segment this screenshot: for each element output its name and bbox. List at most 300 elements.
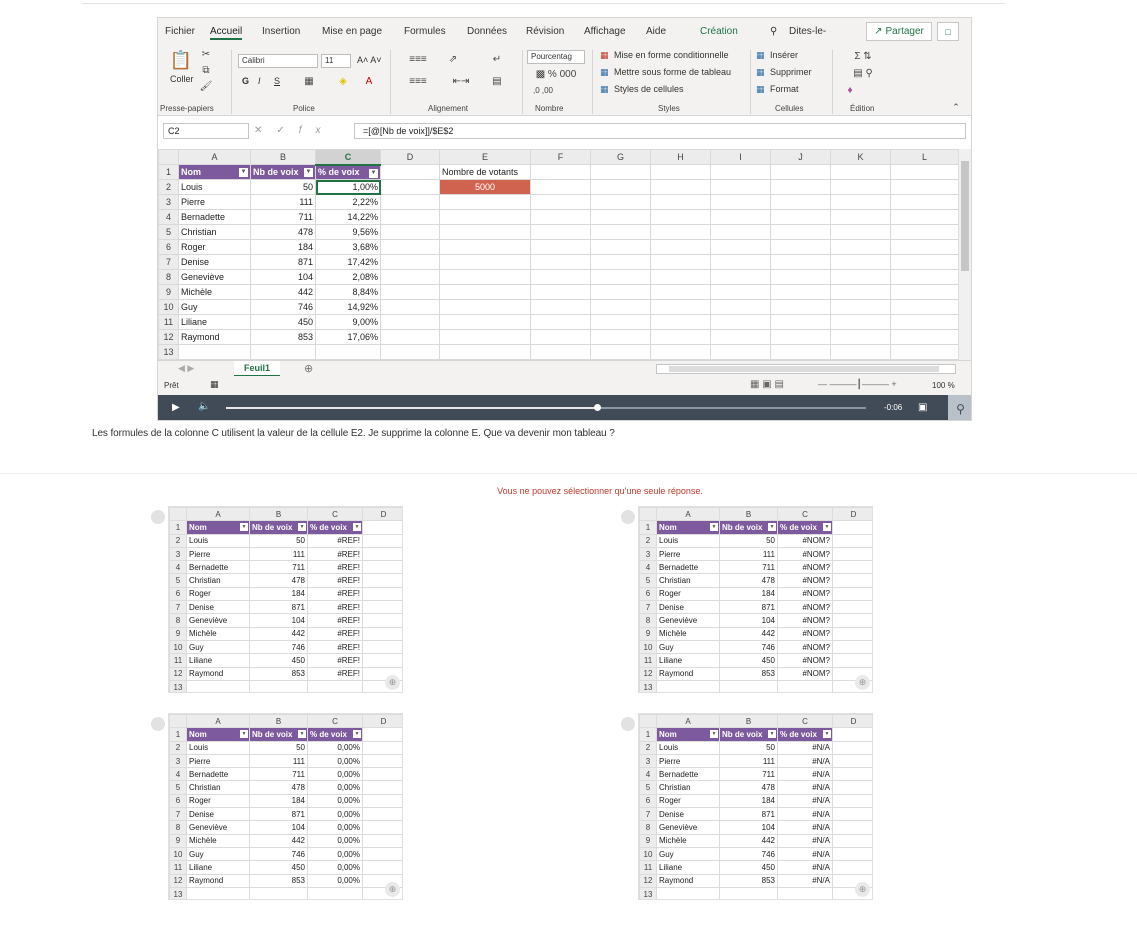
cell[interactable]: 1,00% xyxy=(316,180,381,195)
cell xyxy=(363,821,404,834)
cell[interactable] xyxy=(711,255,771,270)
row-header[interactable]: 11 xyxy=(159,315,179,330)
cell[interactable] xyxy=(440,315,531,330)
cell[interactable] xyxy=(651,300,711,315)
cell[interactable]: 871 xyxy=(251,255,316,270)
cell[interactable] xyxy=(711,240,771,255)
indent-icon[interactable]: ⇤⇥ xyxy=(452,75,470,87)
video-progress-knob[interactable] xyxy=(594,404,601,411)
filter-dropdown-icon: ▼ xyxy=(824,731,830,738)
cell[interactable]: 17,42% xyxy=(316,255,381,270)
group-label-presse-papiers: Presse-papiers xyxy=(160,104,214,113)
orientation-icon[interactable]: ⇗ xyxy=(448,53,458,65)
table-header-cell[interactable] xyxy=(316,165,381,180)
add-sheet-icon[interactable]: ⊕ xyxy=(304,363,314,375)
cell[interactable] xyxy=(531,255,591,270)
cell: 478 xyxy=(720,574,778,587)
filter-dropdown-icon: ▼ xyxy=(299,524,305,531)
cell[interactable] xyxy=(711,165,771,180)
mini-grid xyxy=(169,714,403,900)
row-header[interactable]: 5 xyxy=(159,225,179,240)
cell[interactable] xyxy=(771,240,831,255)
share-button[interactable] xyxy=(866,22,932,41)
cell[interactable] xyxy=(831,345,891,360)
cell[interactable] xyxy=(771,345,831,360)
filter-dropdown-icon[interactable]: ▼ xyxy=(370,169,377,176)
wrap-text-icon[interactable]: ↵ xyxy=(492,53,502,65)
horizontal-scrollbar[interactable] xyxy=(656,364,956,374)
pip-icon[interactable]: ▣ xyxy=(918,402,928,413)
cell[interactable] xyxy=(831,285,891,300)
cell[interactable] xyxy=(771,315,831,330)
cell[interactable] xyxy=(771,165,831,180)
row-header[interactable]: 1 xyxy=(159,165,179,180)
insert-cells-button[interactable]: Insérer xyxy=(770,50,799,60)
cell[interactable] xyxy=(891,210,959,225)
cell[interactable] xyxy=(711,315,771,330)
filter-dropdown-icon[interactable]: ▼ xyxy=(240,169,247,175)
table-format-button[interactable]: Mettre sous forme de tableau xyxy=(614,67,732,77)
row-header[interactable]: 2 xyxy=(159,180,179,195)
cell[interactable] xyxy=(381,330,440,345)
cell[interactable] xyxy=(531,300,591,315)
cell[interactable] xyxy=(711,210,771,225)
bold-button[interactable]: G xyxy=(242,76,250,86)
cell[interactable] xyxy=(891,195,959,210)
row-header: 2 xyxy=(640,741,657,754)
cell[interactable] xyxy=(651,345,711,360)
cell[interactable] xyxy=(591,195,651,210)
row-header[interactable]: 10 xyxy=(159,300,179,315)
cell[interactable] xyxy=(531,225,591,240)
cell[interactable] xyxy=(711,330,771,345)
answer-radio[interactable] xyxy=(151,717,165,731)
table-header-cell[interactable] xyxy=(251,165,316,180)
cell[interactable]: 2,22% xyxy=(316,195,381,210)
cell[interactable] xyxy=(591,225,651,240)
cell: 711 xyxy=(720,768,778,781)
cell[interactable] xyxy=(771,210,831,225)
cell[interactable] xyxy=(591,210,651,225)
cell[interactable] xyxy=(440,330,531,345)
cell[interactable] xyxy=(831,225,891,240)
cell-e1[interactable]: Nombre de votants xyxy=(440,165,531,180)
cell[interactable]: 2,08% xyxy=(316,270,381,285)
cell[interactable]: Liliane xyxy=(179,315,251,330)
decimal-icon[interactable]: ,0 ,00 xyxy=(532,85,553,95)
cell[interactable] xyxy=(711,225,771,240)
cell xyxy=(833,640,874,653)
cell[interactable] xyxy=(440,285,531,300)
cell[interactable] xyxy=(440,270,531,285)
cell[interactable] xyxy=(440,300,531,315)
row-header[interactable]: 8 xyxy=(159,270,179,285)
cell[interactable] xyxy=(831,315,891,330)
cell xyxy=(363,847,404,860)
table-header-cell[interactable] xyxy=(179,165,251,180)
cell[interactable] xyxy=(831,300,891,315)
paste-label[interactable]: Coller xyxy=(170,74,194,84)
result-cell: #NOM? xyxy=(778,561,833,574)
underline-button[interactable]: S xyxy=(274,76,281,86)
fill-find-icon[interactable]: ▤ ⚲ xyxy=(853,67,873,79)
result-cell: 0,00% xyxy=(308,754,363,767)
cell[interactable]: 746 xyxy=(251,300,316,315)
conditional-format-button[interactable]: Mise en forme conditionnelle xyxy=(614,50,729,60)
cell[interactable] xyxy=(381,315,440,330)
italic-button[interactable]: I xyxy=(258,76,261,86)
row-header[interactable]: 12 xyxy=(159,330,179,345)
zoom-in-icon[interactable]: ⊕ xyxy=(385,675,400,690)
cell[interactable] xyxy=(711,180,771,195)
row-header[interactable]: 3 xyxy=(159,195,179,210)
row-header[interactable]: 7 xyxy=(159,255,179,270)
cell[interactable]: Michèle xyxy=(179,285,251,300)
answer-option-image[interactable] xyxy=(638,506,873,693)
menu-fichier[interactable]: Fichier xyxy=(165,26,196,37)
cell[interactable]: Guy xyxy=(179,300,251,315)
table-header-cell xyxy=(308,521,363,534)
cell[interactable] xyxy=(651,240,711,255)
result-cell: #N/A xyxy=(778,808,833,821)
cell[interactable] xyxy=(651,210,711,225)
cell[interactable] xyxy=(831,180,891,195)
table-header-cell xyxy=(657,728,720,741)
cell[interactable] xyxy=(651,270,711,285)
cell: 871 xyxy=(250,808,308,821)
vertical-scrollbar[interactable] xyxy=(958,149,971,360)
answer-option-image[interactable] xyxy=(168,506,403,693)
cell[interactable] xyxy=(591,285,651,300)
view-buttons-icon[interactable]: ▦ ▣ ▤ xyxy=(750,379,784,390)
cell[interactable]: 450 xyxy=(251,315,316,330)
cell[interactable] xyxy=(771,255,831,270)
cell[interactable] xyxy=(381,210,440,225)
cell[interactable]: 8,84% xyxy=(316,285,381,300)
clear-icon[interactable]: ♦ xyxy=(847,84,853,96)
column-header[interactable]: L xyxy=(891,150,959,165)
format-cells-button[interactable]: Format xyxy=(770,84,799,94)
cell[interactable] xyxy=(831,210,891,225)
cell[interactable] xyxy=(711,285,771,300)
column-header: D xyxy=(363,508,404,521)
worksheet-grid[interactable] xyxy=(158,149,959,360)
cell[interactable]: 184 xyxy=(251,240,316,255)
cell[interactable] xyxy=(831,195,891,210)
column-header[interactable]: D xyxy=(381,150,440,165)
cell[interactable] xyxy=(591,255,651,270)
cell[interactable] xyxy=(381,180,440,195)
search-icon[interactable]: ⚲ xyxy=(770,26,778,37)
cell[interactable] xyxy=(440,345,531,360)
menu-affichage[interactable]: Affichage xyxy=(584,26,626,37)
cell[interactable] xyxy=(711,345,771,360)
video-progress-bar[interactable] xyxy=(226,407,866,409)
cell[interactable] xyxy=(531,315,591,330)
cell[interactable] xyxy=(771,195,831,210)
cell[interactable] xyxy=(591,330,651,345)
cell[interactable] xyxy=(771,225,831,240)
fill-color-icon[interactable]: ◈ xyxy=(339,75,347,87)
answer-radio[interactable] xyxy=(151,510,165,524)
filter-dropdown-icon[interactable]: ▼ xyxy=(305,169,312,175)
cell[interactable] xyxy=(831,270,891,285)
cell[interactable] xyxy=(771,300,831,315)
paste-icon[interactable]: 📋 xyxy=(169,49,193,70)
cell[interactable] xyxy=(831,255,891,270)
delete-cells-button[interactable]: Supprimer xyxy=(770,67,812,77)
cell[interactable] xyxy=(651,255,711,270)
cell[interactable]: Louis xyxy=(179,180,251,195)
cell[interactable]: 9,00% xyxy=(316,315,381,330)
cell-e2[interactable]: 5000 xyxy=(440,180,531,195)
result-cell: #REF! xyxy=(308,667,363,680)
cell[interactable] xyxy=(381,345,440,360)
column-header[interactable]: K xyxy=(831,150,891,165)
cell[interactable] xyxy=(591,180,651,195)
cell[interactable] xyxy=(651,285,711,300)
cell: Michèle xyxy=(657,834,720,847)
zoom-slider[interactable]: — ———┃——— + xyxy=(818,379,897,389)
font-grow-shrink-icon[interactable]: A˄ A˅ xyxy=(357,55,382,65)
comment-icon[interactable]: □ xyxy=(937,22,959,41)
column-header[interactable]: I xyxy=(711,150,771,165)
answer-radio[interactable] xyxy=(621,510,635,524)
cell[interactable] xyxy=(711,270,771,285)
zoom-in-icon[interactable]: ⊕ xyxy=(855,675,870,690)
menu-insertion[interactable]: Insertion xyxy=(262,26,301,37)
menu-aide[interactable]: Aide xyxy=(646,26,667,37)
column-header[interactable]: E xyxy=(440,150,531,165)
row-header: 2 xyxy=(170,741,187,754)
cell[interactable] xyxy=(381,240,440,255)
row-header[interactable]: 9 xyxy=(159,285,179,300)
cell[interactable] xyxy=(531,270,591,285)
cell[interactable] xyxy=(651,180,711,195)
cell[interactable] xyxy=(831,330,891,345)
macro-record-icon[interactable]: ▦ xyxy=(210,379,219,389)
cell-styles-button[interactable]: Styles de cellules xyxy=(614,84,684,94)
cell: Geneviève xyxy=(657,614,720,627)
play-icon[interactable]: ▶ xyxy=(172,402,180,413)
cell[interactable] xyxy=(831,240,891,255)
cell[interactable] xyxy=(651,330,711,345)
cell[interactable] xyxy=(891,255,959,270)
answer-radio[interactable] xyxy=(621,717,635,731)
row-header[interactable]: 6 xyxy=(159,240,179,255)
cell[interactable] xyxy=(440,195,531,210)
column-header[interactable]: C xyxy=(316,150,381,165)
column-header[interactable]: H xyxy=(651,150,711,165)
cell[interactable] xyxy=(381,255,440,270)
cell[interactable] xyxy=(771,270,831,285)
cell[interactable] xyxy=(316,345,381,360)
scroll-thumb[interactable] xyxy=(961,161,969,271)
cell[interactable]: 50 xyxy=(251,180,316,195)
menu-formules[interactable]: Formules xyxy=(404,26,446,37)
cell[interactable] xyxy=(531,330,591,345)
cell[interactable] xyxy=(591,315,651,330)
cell[interactable] xyxy=(531,165,591,180)
cell[interactable] xyxy=(651,165,711,180)
cell[interactable] xyxy=(711,300,771,315)
format-painter-icon[interactable]: 🖌 xyxy=(199,80,213,92)
filter-dropdown-icon: ▼ xyxy=(769,524,775,531)
cell[interactable] xyxy=(440,255,531,270)
font-name-select[interactable]: Calibri xyxy=(238,54,318,68)
column-header[interactable]: J xyxy=(771,150,831,165)
menu-mise-en-page[interactable]: Mise en page xyxy=(322,26,383,37)
cell[interactable] xyxy=(591,270,651,285)
tell-me-input[interactable]: Dites-le- xyxy=(789,26,827,37)
cell xyxy=(363,754,404,767)
cell[interactable] xyxy=(891,180,959,195)
cell xyxy=(833,861,874,874)
sheet-nav-icon[interactable]: ◀ ▶ xyxy=(178,363,195,373)
cell[interactable] xyxy=(711,195,771,210)
select-all-corner[interactable] xyxy=(159,150,179,165)
cell: 711 xyxy=(250,561,308,574)
menu-bar xyxy=(158,18,971,46)
cell[interactable] xyxy=(531,285,591,300)
merge-center-icon[interactable]: ▤ xyxy=(492,75,502,87)
align-left-icon[interactable]: ≡≡≡ xyxy=(409,75,427,87)
cell xyxy=(833,741,874,754)
cell: 853 xyxy=(720,874,778,887)
cell: 853 xyxy=(250,667,308,680)
cell[interactable]: 853 xyxy=(251,330,316,345)
cell[interactable]: 111 xyxy=(251,195,316,210)
group-divider xyxy=(750,50,751,114)
menu-donnees[interactable]: Données xyxy=(467,26,508,37)
cell[interactable] xyxy=(651,195,711,210)
font-size-select[interactable]: 11 xyxy=(321,54,351,68)
cell[interactable]: 3,68% xyxy=(316,240,381,255)
formula-input[interactable]: =[@[Nb de voix]]/$E$2 xyxy=(354,123,966,139)
cell[interactable] xyxy=(531,195,591,210)
cell[interactable]: Roger xyxy=(179,240,251,255)
cell[interactable] xyxy=(381,225,440,240)
answer-option-image[interactable] xyxy=(638,713,873,900)
cell[interactable] xyxy=(179,345,251,360)
menu-creation[interactable]: Création xyxy=(700,26,738,37)
cell[interactable] xyxy=(651,315,711,330)
cell[interactable] xyxy=(440,240,531,255)
zoom-out-icon[interactable]: ⚲ xyxy=(948,395,972,421)
cell[interactable]: Geneviève xyxy=(179,270,251,285)
cell[interactable]: Christian xyxy=(179,225,251,240)
cell[interactable] xyxy=(771,330,831,345)
cell[interactable] xyxy=(381,285,440,300)
scroll-thumb[interactable] xyxy=(669,366,939,372)
number-format-select[interactable]: Pourcentag xyxy=(527,50,585,64)
autosum-sort-icon[interactable]: Σ ⇅ xyxy=(854,50,872,62)
align-top-icon[interactable]: ≡≡≡ xyxy=(409,53,427,65)
status-bar xyxy=(158,376,971,395)
formula-buttons[interactable]: ✕✓fx xyxy=(254,125,335,136)
cell[interactable] xyxy=(891,165,959,180)
cell: Bernadette xyxy=(657,768,720,781)
volume-icon[interactable]: 🔈 xyxy=(198,401,211,412)
row-header[interactable]: 4 xyxy=(159,210,179,225)
cell[interactable] xyxy=(591,300,651,315)
column-header[interactable]: B xyxy=(251,150,316,165)
percent-style-icon[interactable]: ▩ % 000 xyxy=(535,68,577,80)
cell[interactable] xyxy=(381,165,440,180)
cell[interactable]: Denise xyxy=(179,255,251,270)
answer-option-image[interactable] xyxy=(168,713,403,900)
cell[interactable]: 478 xyxy=(251,225,316,240)
cell[interactable] xyxy=(531,345,591,360)
cell[interactable]: 9,56% xyxy=(316,225,381,240)
cell[interactable] xyxy=(891,330,959,345)
cell[interactable] xyxy=(440,225,531,240)
cell[interactable] xyxy=(771,285,831,300)
copy-icon[interactable]: ⧉ xyxy=(202,64,210,76)
cell[interactable] xyxy=(591,240,651,255)
cell[interactable]: Pierre xyxy=(179,195,251,210)
menu-revision[interactable]: Révision xyxy=(526,26,565,37)
cell[interactable] xyxy=(771,180,831,195)
row-header[interactable]: 13 xyxy=(159,345,179,360)
cell[interactable] xyxy=(381,195,440,210)
cell[interactable]: Bernadette xyxy=(179,210,251,225)
cell[interactable] xyxy=(651,225,711,240)
zoom-level[interactable]: 100 % xyxy=(932,381,955,390)
cell[interactable] xyxy=(831,165,891,180)
cell[interactable]: 104 xyxy=(251,270,316,285)
cell[interactable]: Raymond xyxy=(179,330,251,345)
cell[interactable] xyxy=(591,345,651,360)
name-box[interactable]: C2 xyxy=(163,123,249,139)
cell[interactable] xyxy=(381,270,440,285)
cell[interactable] xyxy=(891,240,959,255)
cut-icon[interactable]: ✂ xyxy=(201,48,211,60)
cell[interactable] xyxy=(891,225,959,240)
cell[interactable] xyxy=(531,240,591,255)
zoom-in-icon[interactable]: ⊕ xyxy=(385,882,400,897)
cell[interactable] xyxy=(891,285,959,300)
cell[interactable] xyxy=(891,315,959,330)
column-header[interactable]: A xyxy=(179,150,251,165)
cell[interactable]: 14,92% xyxy=(316,300,381,315)
cell[interactable] xyxy=(891,345,959,360)
cell[interactable] xyxy=(251,345,316,360)
cell[interactable] xyxy=(440,210,531,225)
cell[interactable] xyxy=(531,180,591,195)
column-header[interactable]: G xyxy=(591,150,651,165)
borders-icon[interactable]: ▦ xyxy=(304,75,314,87)
cell[interactable]: 14,22% xyxy=(316,210,381,225)
cell[interactable] xyxy=(891,270,959,285)
zoom-in-icon[interactable]: ⊕ xyxy=(855,882,870,897)
sheet-tab-feuil1[interactable]: Feuil1 xyxy=(234,361,280,377)
cell[interactable] xyxy=(531,210,591,225)
cell[interactable]: 711 xyxy=(251,210,316,225)
cell[interactable] xyxy=(891,300,959,315)
menu-accueil[interactable]: Accueil xyxy=(210,26,242,40)
cell: Denise xyxy=(657,601,720,614)
cell[interactable]: 442 xyxy=(251,285,316,300)
cell: 50 xyxy=(250,741,308,754)
cell[interactable] xyxy=(381,300,440,315)
row-header: 11 xyxy=(170,654,187,667)
collapse-ribbon-icon[interactable]: ⌃ xyxy=(952,101,960,112)
column-header[interactable]: F xyxy=(531,150,591,165)
font-color-icon[interactable]: A xyxy=(365,75,373,87)
cell[interactable]: 17,06% xyxy=(316,330,381,345)
cell[interactable] xyxy=(591,165,651,180)
